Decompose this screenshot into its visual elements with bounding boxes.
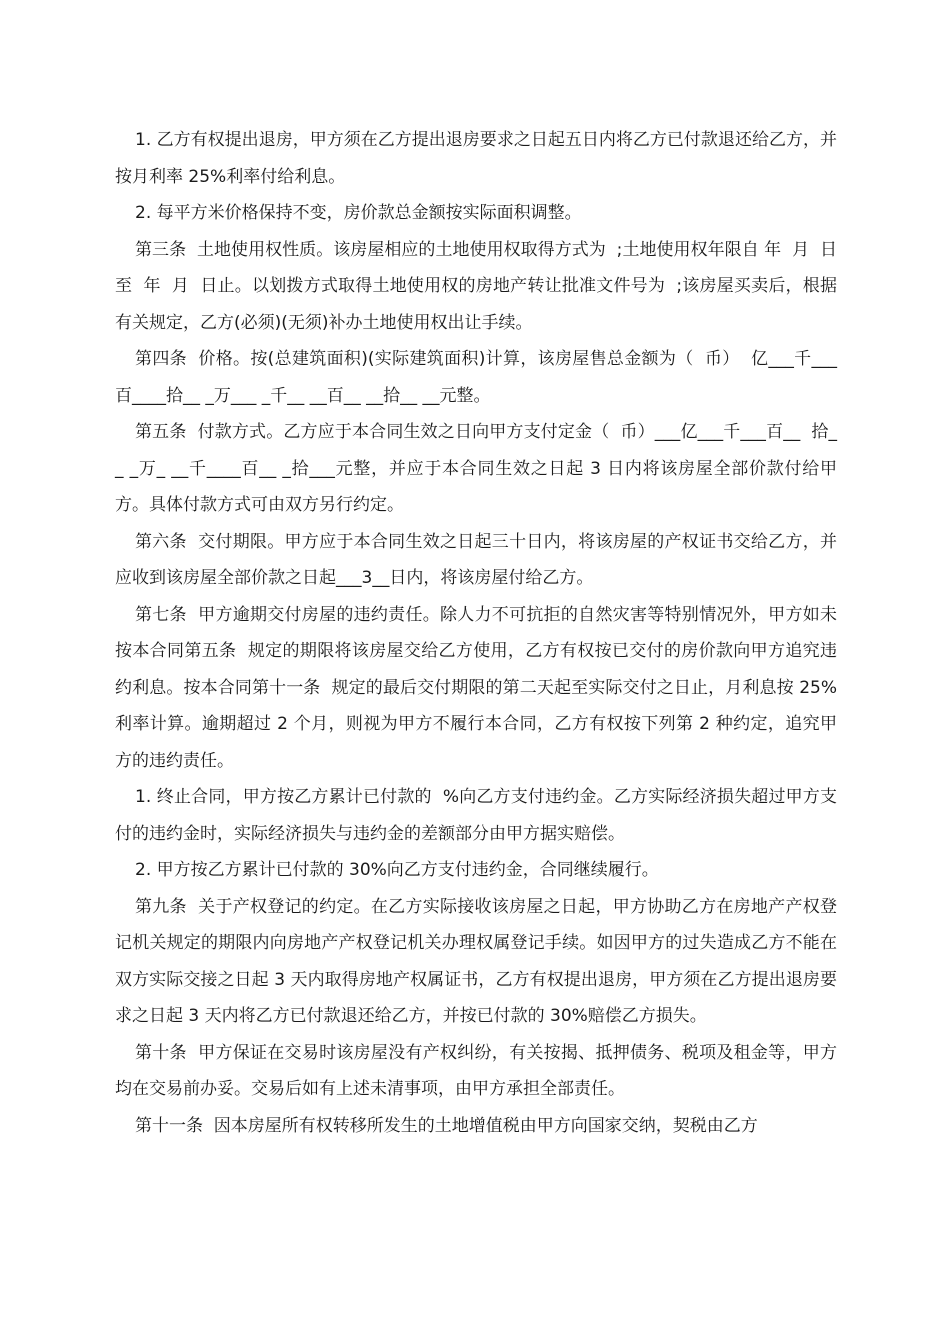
paragraph-refund-right: 1. 乙方有权提出退房，甲方须在乙方提出退房要求之日起五日内将乙方已付款退还给乙方，并按月利率 25%利率付给利息。: [115, 130, 837, 187]
paragraph-penalty-continue: 2. 甲方按乙方累计已付款的 30%向乙方支付违约金，合同继续履行。: [135, 860, 659, 880]
paragraph-terminate-contract: 1. 终止合同，甲方按乙方累计已付款的 %向乙方支付违约金。乙方实际经济损失超过甲方支付的违约金时，实际经济损失与违约金的差额部分由甲方据实赔偿。: [115, 787, 837, 844]
paragraph-article-7-breach: 第七条 甲方逾期交付房屋的违约责任。除人力不可抗拒的自然灾害等特别情况外，甲方如未按本合同第五条 规定的期限将该房屋交给乙方使用，乙方有权按已交付的房价款向甲方追究违约利息。按本合同第十一条 规定的最后交付期限的第二天起至实际交付之日止，月利息按 25%利率计算。逾期超过 2 个月，则视为甲方不履行本合同，乙方有权按下列第 2 种约定，追究甲方的违约责任。: [115, 604, 837, 771]
paragraph-article-10-guarantee: 第十条 甲方保证在交易时该房屋没有产权纠纷，有关按揭、抵押债务、税项及租金等，甲方均在交易前办妥。交易后如有上述未清事项，由甲方承担全部责任。: [115, 1042, 837, 1099]
paragraph-article-6-delivery: 第六条 交付期限。甲方应于本合同生效之日起三十日内，将该房屋的产权证书交给乙方，并应收到该房屋全部价款之日起___3__日内，将该房屋付给乙方。: [115, 531, 837, 588]
paragraph-price-adjust: 2. 每平方米价格保持不变，房价款总金额按实际面积调整。: [135, 203, 582, 223]
paragraph-article-5-payment: 第五条 付款方式。乙方应于本合同生效之日向甲方支付定金（ 币）___亿___千___百__ 拾__ _万_ __千____百__ _拾___元整，并应于本合同生效之日起 3 日内将该房屋全部价款付给甲方。具体付款方式可由双方另行约定。: [115, 422, 837, 515]
paragraph-article-11-tax: 第十一条 因本房屋所有权转移所发生的土地增值税由甲方向国家交纳，契税由乙方: [135, 1115, 758, 1136]
paragraph-article-4-price: 第四条 价格。按(总建筑面积)(实际建筑面积)计算，该房屋售总金额为（ 币） 亿___千___百____拾__ _万___ _千__ __百__ __拾__ __元整。: [115, 349, 837, 406]
paragraph-article-3-land-use: 第三条 土地使用权性质。该房屋相应的土地使用权取得方式为 ;土地使用权年限自 年 月 日至 年 月 日止。以划拨方式取得土地使用权的房地产转让批准文件号为 ;该房屋买卖后，根据有关规定，乙方(必须)(无须)补办土地使用权出让手续。: [115, 239, 837, 333]
document-body: [115, 122, 837, 1144]
paragraph-article-9-registration: 第九条 关于产权登记的约定。在乙方实际接收该房屋之日起，甲方协助乙方在房地产产权登记机关规定的期限内向房地产产权登记机关办理权属登记手续。如因甲方的过失造成乙方不能在双方实际交接之日起 3 天内取得房地产权属证书，乙方有权提出退房，甲方须在乙方提出退房要求之日起 3 天内将乙方已付款退还给乙方，并按已付款的 30%赔偿乙方损失。: [115, 896, 837, 1026]
